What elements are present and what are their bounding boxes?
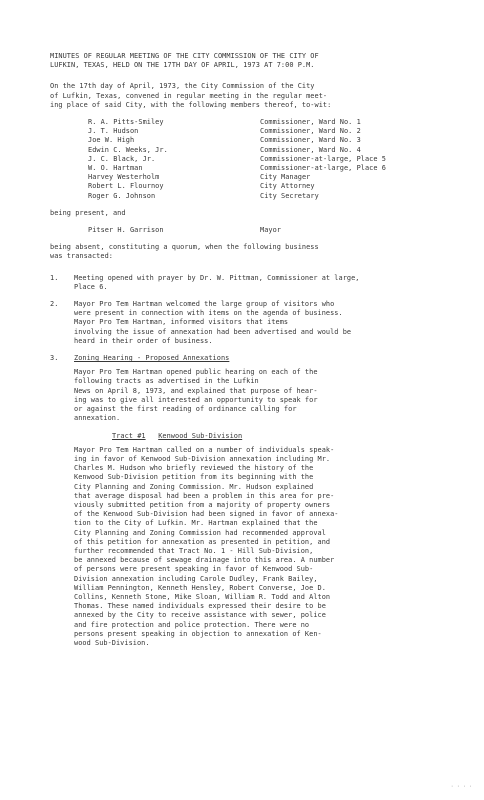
roster-title: Commissioner, Ward No. 1: [260, 118, 361, 127]
tract-label: Tract #1: [112, 431, 146, 440]
item-number: 3.: [50, 354, 59, 363]
tract-line: be annexed because of sewage drainage into this area. A number: [74, 556, 335, 565]
tract-line: and fire protection and police protection. There were no: [74, 620, 310, 629]
heading-line: LUFKIN, TEXAS, HELD ON THE 17TH DAY OF APRIL, 1973 AT 7:00 P.M.: [50, 61, 315, 70]
tract-line: further recommended that Tract No. 1 - Hill Sub-Division,: [74, 546, 314, 555]
tract-name: Kenwood Sub-Division: [158, 431, 243, 440]
intro-line: ing place of said City, with the following members thereof, to-wit:: [50, 100, 332, 109]
tract-line: that average disposal had been a problem in this area for pre-: [74, 491, 335, 500]
agenda-item-1: [50, 274, 438, 292]
tract-line: persons present speaking in objection to annexation of Ken-: [74, 629, 322, 638]
item-number: 2.: [50, 300, 59, 309]
item-number: 1.: [50, 273, 59, 282]
roster-title: City Secretary: [260, 191, 319, 200]
tract-line: ing in favor of Kenwood Sub-Division annexation including Mr.: [74, 454, 331, 463]
heading-line: MINUTES OF REGULAR MEETING OF THE CITY COMMISSION OF THE CITY OF: [50, 52, 319, 60]
roster-name: Harvey Westerholm: [88, 173, 160, 182]
roster-name: J. T. Hudson: [88, 127, 139, 136]
tract-line: viously submitted petition from a majority of property owners: [74, 500, 331, 509]
tract-line: annexed by the City to receive assistance with sewer, police: [74, 611, 326, 620]
roster-title: Commissioner-at-large, Place 6: [260, 164, 386, 173]
quorum-statement: [50, 243, 438, 261]
tract-line: of this petition for annexation as presented in petition, and: [74, 537, 331, 546]
tract-line: Collins, Kenneth Stone, Mike Sloan, William R. Todd and Alton: [74, 592, 331, 601]
intro-line: of Lufkin, Texas, convened in regular meeting in the regular meet-: [50, 91, 328, 100]
tract-line: Thomas. These named individuals expressed their desire to be: [74, 602, 326, 611]
roster-names: [88, 118, 260, 201]
tract-line: wood Sub-Division.: [74, 638, 150, 647]
item-line: Mayor Pro Tem Hartman opened public hearing on each of the: [74, 368, 318, 377]
item-line: were present in connection with items on the agenda of business.: [74, 309, 343, 318]
intro-line: On the 17th day of April, 1973, the City Commission of the City: [50, 82, 315, 91]
tract-line: of the Kenwood Sub-Division had been signed in favor of annexa-: [74, 510, 339, 519]
present-label: being present, and: [50, 208, 126, 217]
item-line: annexation.: [74, 414, 121, 423]
tract-line: Division annexation including Carole Dudley, Frank Bailey,: [74, 574, 318, 583]
item-line: Meeting opened with prayer by Dr. W. Pittman, Commissioner at large,: [74, 273, 360, 282]
roster-name: W. O. Hartman: [88, 164, 143, 173]
absent-name: Pitser H. Garrison: [88, 226, 164, 235]
item-line: Place 6.: [74, 282, 108, 291]
absent-member: [88, 226, 438, 235]
roster-title: Commissioner, Ward No. 4: [260, 145, 361, 154]
item-line: involving the issue of annexation had been advertised and would be: [74, 327, 352, 336]
roster-name: Robert L. Flournoy: [88, 182, 164, 191]
item-line: News on April 8, 1973, and explained that purpose of hear-: [74, 386, 318, 395]
tract-line: Kenwood Sub-Division petition from its beginning with the: [74, 473, 314, 482]
item-line: Mayor Pro Tem Hartman welcomed the large group of visitors who: [74, 300, 335, 309]
tract-line: William Pennington, Kenneth Hensley, Robert Converse, Joe D.: [74, 583, 326, 592]
tract-paragraph: [74, 446, 438, 648]
item-line: or against the first reading of ordinance calling for: [74, 405, 297, 414]
roster-title: City Attorney: [260, 182, 315, 191]
roster-name: Joe W. High: [88, 136, 135, 145]
roster-name: J. C. Black, Jr.: [88, 154, 156, 163]
tract-line: Charles M. Hudson who briefly reviewed the history of the: [74, 464, 314, 473]
agenda-item-3: [50, 354, 438, 423]
tract-line: tion to the City of Lufkin. Mr. Hartman explained that the: [74, 519, 318, 528]
tract-line: City Planning and Zoning Commission had recommended approval: [74, 528, 326, 537]
roster-name: Edwin C. Weeks, Jr.: [88, 145, 168, 154]
roster-titles: [260, 118, 438, 201]
item-line: heard in their order of business.: [74, 336, 213, 345]
absent-title: Mayor: [260, 226, 281, 235]
roster-name: R. A. Pitts-Smiley: [88, 118, 164, 127]
roster-title: Commissioner, Ward No. 3: [260, 136, 361, 145]
roster-name: Roger G. Johnson: [88, 191, 156, 200]
minutes-heading: [50, 52, 438, 70]
tract-line: of persons were present speaking in favor of Kenwood Sub-: [74, 565, 314, 574]
quorum-line: being absent, constituting a quorum, when the following business: [50, 243, 319, 252]
intro-paragraph: [50, 82, 438, 110]
item-line: Mayor Pro Tem Hartman, informed visitors that items: [74, 318, 289, 327]
item-line: ing was to give all interested an opportunity to speak for: [74, 395, 318, 404]
quorum-line: was transacted:: [50, 252, 113, 261]
tract-line: City Planning and Zoning Commission. Mr. Hudson explained: [74, 482, 314, 491]
tract-line: Mayor Pro Tem Hartman called on a number of individuals speak-: [74, 445, 335, 454]
agenda-item-2: [50, 300, 438, 346]
tract-heading: [112, 432, 438, 441]
roster-title: Commissioner-at-large, Place 5: [260, 154, 386, 163]
item-title: Zoning Hearing - Proposed Annexations: [74, 354, 230, 363]
roster: [88, 118, 438, 201]
item-line: following tracts as advertised in the Lufkin: [74, 377, 259, 386]
page-footer-mark: · · · ·: [450, 783, 472, 790]
roster-title: Commissioner, Ward No. 2: [260, 127, 361, 136]
roster-title: City Manager: [260, 173, 311, 182]
